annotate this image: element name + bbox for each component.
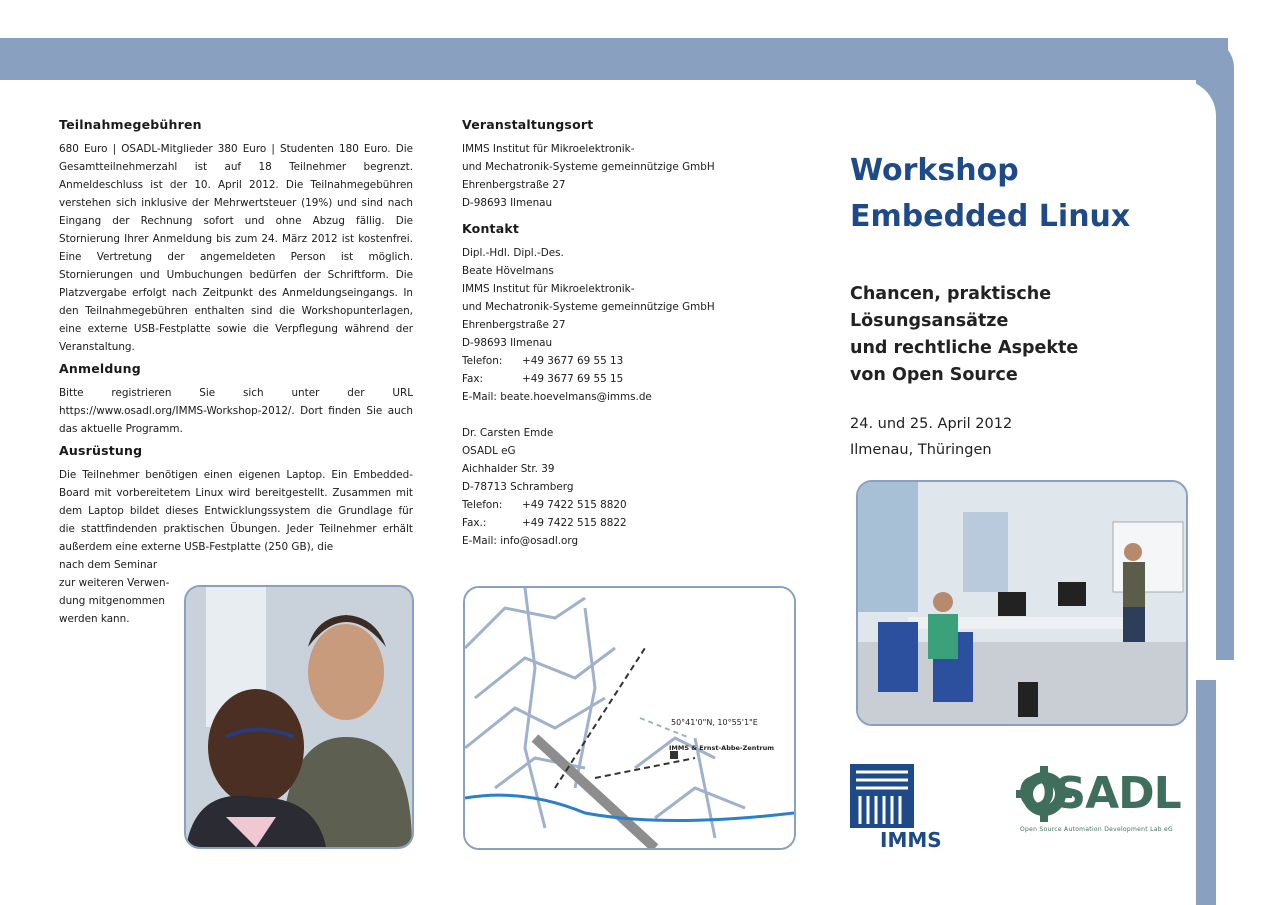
kontakt-line: Dr. Carsten Emde — [462, 427, 554, 439]
fax-row — [462, 514, 762, 532]
email-link[interactable]: E-Mail: info@osadl.org — [462, 535, 579, 547]
kontakt-line: OSADL eG — [462, 445, 516, 457]
column-info — [59, 116, 413, 628]
wrap-line: dung mitgenommen — [59, 595, 165, 607]
heading-kontakt: Kontakt — [462, 221, 520, 236]
title-line: Embedded Linux — [850, 199, 1131, 234]
page-title — [850, 148, 1130, 240]
ort-lines — [462, 140, 762, 212]
subtitle-line: und rechtliche Aspekte — [850, 338, 1079, 358]
fax-value: +49 7422 515 8822 — [522, 517, 627, 529]
right-decor-cut — [1216, 660, 1280, 905]
classroom-photo — [856, 480, 1188, 726]
phone-row — [462, 496, 762, 514]
heading-ort: Veranstaltungsort — [462, 117, 594, 132]
subtitle-line: von Open Source — [850, 365, 1018, 385]
kontakt-line: Beate Hövelmans — [462, 265, 554, 277]
fax-row — [462, 370, 762, 388]
kontakt-line: IMMS Institut für Mikroelektronik- — [462, 283, 635, 295]
phone-label: Telefon: — [462, 355, 503, 367]
top-decor-bar — [0, 38, 1228, 80]
osadl-logo-text: OSADL — [1018, 768, 1181, 819]
osadl-tagline: Open Source Automation Development Lab eG — [1020, 826, 1173, 833]
fax-label: Fax: — [462, 373, 484, 385]
wrap-line: werden kann. — [59, 613, 130, 625]
phone-value: +49 3677 69 55 13 — [522, 355, 624, 367]
subtitle — [850, 281, 1078, 389]
email-link[interactable]: E-Mail: beate.hoevelmans@imms.de — [462, 391, 652, 403]
phone-row — [462, 352, 762, 370]
ort-line: IMMS Institut für Mikroelektronik- — [462, 143, 635, 155]
location-line: Ilmenau, Thüringen — [850, 442, 992, 458]
map-coords: 50°41'0"N, 10°55'1"E — [671, 718, 758, 727]
text-teilnahme: 680 Euro | OSADL-Mitglieder 380 Euro | Studenten 180 Euro. Die Gesamtteilnehmerzahl ist auf 18 Teilnehmer begrenzt. Anmeldeschluss ist der 10. April 2012. Die Teilnahmegebühren verstehen sich inklusive der Mehrwertsteuer (19%) und sind nach Eingang der Rechnung sofort und ohne Abzug fällig. Die Stornierung Ihrer Anmeldung bis zum 24. März 2012 ist kostenfrei. Eine Vertretung der angemeldeten Person ist möglich. Stornierungen und Umbuchungen bedürfen der Schriftform. Die Platzvergabe erfolgt nach Zeitpunkt des Anmeldungseingangs. In den Teilnahmegebühren enthalten sind die Workshopunterlagen, eine externe USB-Festplatte sowie die Verpflegung während der Veranstaltung. — [59, 143, 413, 353]
imms-logo-text: IMMS — [880, 828, 942, 852]
text-anmeldung: Bitte registrieren Sie sich unter der URL https://www.osadl.org/IMMS-Workshop-2012/. Dort finden Sie auch das aktuelle Programm. — [59, 387, 413, 435]
location-map — [463, 586, 796, 850]
people-photo — [184, 585, 414, 849]
people-illustration — [186, 587, 412, 847]
heading-anmeldung: Anmeldung — [59, 361, 141, 376]
wrap-line: zur weiteren Verwen- — [59, 577, 170, 589]
ort-line: und Mechatronik-Systeme gemeinnützige GmbH — [462, 161, 715, 173]
text-ausruestung: Die Teilnehmer benötigen einen eigenen Laptop. Ein Embedded-Board mit vorbereitetem Linux wird bereitgestellt. Zusammen mit dem Laptop bildet dieses Entwicklungssystem die Grundlage für die stattfindenden praktischen Übungen. Jeder Teilnehmer erhält außerdem eine externe USB-Festplatte (250 GB), die — [59, 469, 413, 553]
kontakt-line: und Mechatronik-Systeme gemeinnützige GmbH — [462, 301, 715, 313]
kontakt-line: Ehrenbergstraße 27 — [462, 319, 566, 331]
kontakt-line: Aichhalder Str. 39 — [462, 463, 555, 475]
kontakt-block-2 — [462, 424, 762, 550]
subtitle-line: Chancen, praktische — [850, 284, 1052, 304]
fax-label: Fax.: — [462, 517, 487, 529]
text-ausruestung-wrap — [59, 556, 181, 628]
phone-label: Telefon: — [462, 499, 503, 511]
kontakt-line: D-78713 Schramberg — [462, 481, 574, 493]
kontakt-line: Dipl.-Hdl. Dipl.-Des. — [462, 247, 564, 259]
kontakt-block-1 — [462, 244, 762, 406]
phone-value: +49 7422 515 8820 — [522, 499, 627, 511]
ort-line: Ehrenbergstraße 27 — [462, 179, 566, 191]
map-place-label: IMMS & Ernst-Abbe-Zentrum — [669, 744, 775, 752]
column-contact — [462, 116, 762, 550]
kontakt-line: D-98693 Ilmenau — [462, 337, 553, 349]
heading-ausruestung: Ausrüstung — [59, 443, 143, 458]
wrap-line: nach dem Seminar — [59, 559, 158, 571]
fax-value: +49 3677 69 55 15 — [522, 373, 624, 385]
date-line: 24. und 25. April 2012 — [850, 416, 1013, 432]
classroom-illustration — [858, 482, 1186, 724]
imms-logo — [850, 764, 960, 854]
subtitle-line: Lösungsansätze — [850, 311, 1009, 331]
event-date — [850, 411, 1012, 463]
heading-teilnahme: Teilnahmegebühren — [59, 117, 202, 132]
ort-line: D-98693 Ilmenau — [462, 197, 553, 209]
title-line: Workshop — [850, 153, 1019, 188]
